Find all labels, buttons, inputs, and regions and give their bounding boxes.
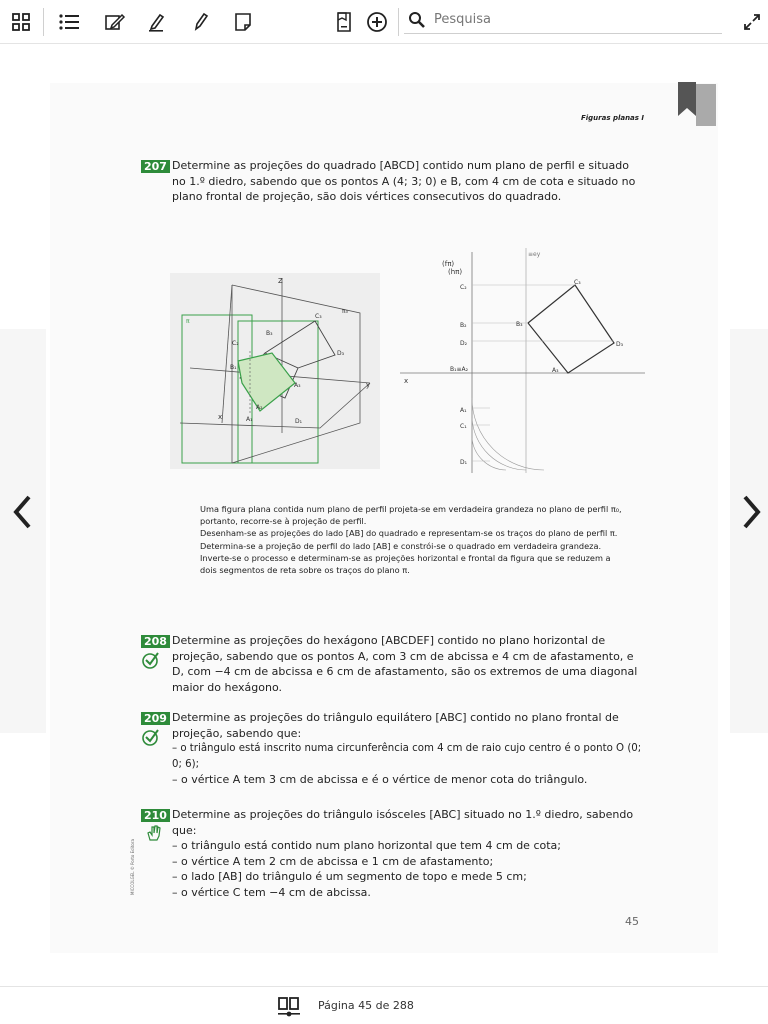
axis-label: ≡ey <box>528 251 541 258</box>
plane-label: π <box>186 318 190 325</box>
point-label: B₁ <box>230 364 237 371</box>
chevron-left-icon <box>12 494 32 530</box>
point-label: A₁ <box>460 407 467 414</box>
list-icon[interactable] <box>55 8 83 36</box>
toolbar-divider <box>43 8 44 36</box>
highlight-icon[interactable] <box>143 8 171 36</box>
exercise-text: Determine as projeções do hexágono [ABCDEF] contido no plano horizontal de projeção, sabendo que os pontos A, com 3 cm de abcissa e 4 cm de afastamento, e D, com −4 cm de abcissa e 6 cm de afastamento, são os extremos de uma diagonal maior do hexágono. <box>172 634 638 694</box>
search-bar[interactable] <box>404 6 722 34</box>
point-label: C₃ <box>574 279 581 286</box>
point-label: D₁ <box>460 459 468 466</box>
document-viewer <box>0 45 768 985</box>
note-line: Desenham-se as projeções do lado [AB] do quadrado e representam-se os traços do plano de perfil π. <box>200 528 618 539</box>
toolbar-divider <box>398 8 399 36</box>
exercise-text <box>172 710 646 788</box>
completed-check-icon <box>142 728 160 746</box>
trace-label: (hπ) <box>448 268 463 276</box>
point-label: B₂ <box>460 322 467 329</box>
axis-label: Z <box>278 277 283 285</box>
axis-label: x <box>404 377 409 385</box>
plane-label: π₀ <box>342 308 349 315</box>
exercise-item: – o triângulo está inscrito numa circunferência com 4 cm de raio cujo centro é o ponto O (0; 0; 6); <box>172 743 642 770</box>
bookmark-ribbon-icon[interactable] <box>676 82 720 126</box>
point-label: A₁ <box>246 416 253 423</box>
exercise-statement: Determine as projeções do triângulo equilátero [ABC] contido no plano frontal de projeção, sabendo que: <box>172 711 619 740</box>
point-label: C₂ <box>232 340 239 347</box>
book-page <box>50 83 718 953</box>
bottom-bar <box>0 986 768 1024</box>
search-icon[interactable] <box>408 11 426 29</box>
axis-label: x <box>218 413 223 421</box>
point-label: C₂ <box>460 284 467 291</box>
note-icon[interactable] <box>229 8 257 36</box>
point-label: A₂ <box>256 404 263 411</box>
point-label: D₁ <box>295 418 303 425</box>
exercise-number: 207 <box>141 160 170 173</box>
exercise-text: Determine as projeções do quadrado [ABCD] contido num plano de perfil e situado no 1.º diedro, sabendo que os pontos A (4; 3; 0) e B, com 4 cm de cota e situado no plano frontal de projeção, são dois vértices consecutivos do quadrado. <box>172 159 636 203</box>
exercise-item: – o triângulo está contido num plano horizontal que tem 4 cm de cota; <box>172 839 561 852</box>
running-head: Figuras planas I <box>580 114 644 122</box>
note-line: Determina-se a projeção de perfil do lado [AB] e constrói-se o quadrado em verdadeira grandeza. <box>200 540 602 551</box>
point-label: B₃ <box>266 330 273 337</box>
exercise-item: – o vértice C tem −4 cm de abcissa. <box>172 885 371 899</box>
top-toolbar <box>0 0 768 44</box>
completed-check-icon <box>142 651 160 669</box>
note-line: Uma figura plana contida num plano de perfil projeta-se em verdadeira grandeza no plano de perfil π₀, <box>200 504 622 514</box>
exercise-item: – o vértice A tem 3 cm de abcissa e é o vértice de menor cota do triângulo. <box>172 773 588 786</box>
explanation-note <box>200 503 646 576</box>
point-label: D₃ <box>337 350 345 357</box>
next-page-button[interactable] <box>736 490 768 534</box>
pencil-icon[interactable] <box>186 8 214 36</box>
exercise-number: 210 <box>141 809 170 822</box>
exercise-number: 209 <box>141 712 170 725</box>
exercise-item: – o vértice A tem 2 cm de abcissa e 1 cm de afastamento; <box>172 854 494 868</box>
trace-label: (fπ) <box>442 260 455 268</box>
point-label: D₂ <box>460 340 468 347</box>
thumbnails-icon[interactable] <box>7 8 35 36</box>
bookmark-page-icon[interactable] <box>330 8 358 36</box>
figure-3d-projection <box>170 273 380 469</box>
page-number: 45 <box>625 915 639 928</box>
publisher-credit: MICCOLGEL © Porto Editora <box>130 839 135 895</box>
point-label: B₁≡A₂ <box>450 366 469 373</box>
chevron-right-icon <box>742 494 762 530</box>
point-label: A₃ <box>552 367 559 374</box>
figure-orthographic-projection <box>400 248 650 473</box>
exercise-text <box>172 807 646 900</box>
axis-label: y <box>366 381 371 389</box>
point-label: C₃ <box>315 313 322 320</box>
add-icon[interactable] <box>363 8 391 36</box>
search-input[interactable] <box>434 12 714 27</box>
hand-icon <box>145 824 163 842</box>
exercise-statement: Determine as projeções do triângulo isósceles [ABC] situado no 1.º diedro, sabendo que: <box>172 808 634 837</box>
point-label: B₃ <box>516 321 523 328</box>
point-label: A₃ <box>294 382 301 389</box>
previous-page-button[interactable] <box>6 490 38 534</box>
point-label: C₁ <box>460 423 467 430</box>
page-slider-icon[interactable] <box>276 996 302 1018</box>
edit-note-icon[interactable] <box>101 8 129 36</box>
fullscreen-icon[interactable] <box>738 8 766 36</box>
note-line: dois segmentos de reta sobre os traços do plano π. <box>200 565 410 576</box>
page-indicator: Página 45 de 288 <box>318 999 414 1012</box>
exercise-item: – o lado [AB] do triângulo é um segmento de topo e mede 5 cm; <box>172 870 527 883</box>
point-label: D₃ <box>616 341 624 348</box>
exercise-number: 208 <box>141 635 170 648</box>
note-line: Inverte-se o processo e determinam-se as projeções horizontal e frontal da figura que se reduzem a <box>200 552 611 563</box>
note-line: portanto, recorre-se à projeção de perfil. <box>200 516 367 527</box>
